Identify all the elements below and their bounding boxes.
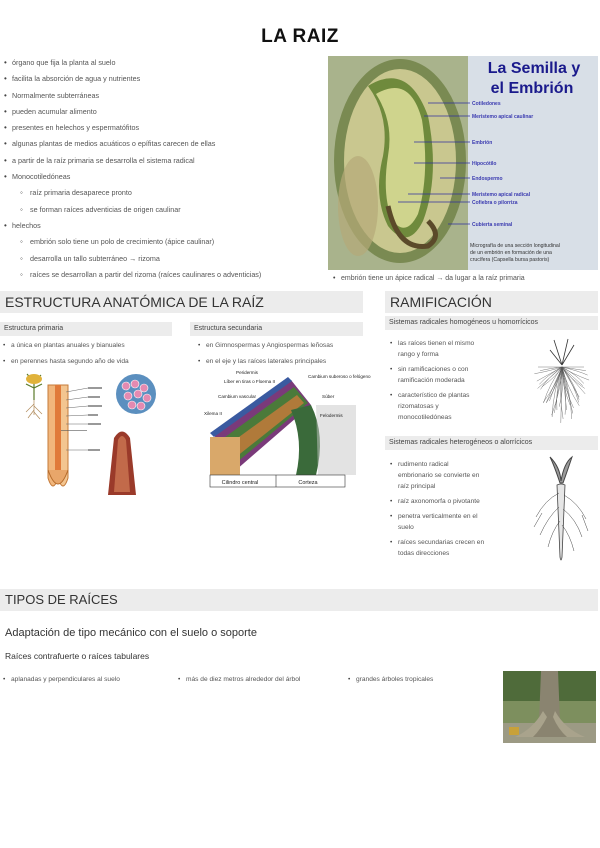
corteza-label: Corteza (298, 480, 318, 486)
branching-bullet-line: • raíces secundarias crecen en (398, 539, 485, 546)
secondary-diagram-label: Peridermis (236, 370, 258, 375)
anatomy-heading: ESTRUCTURA ANATÓMICA DE LA RAÍZ (0, 291, 363, 313)
intro-list-item: • órgano que fija la planta al suelo (0, 55, 325, 71)
seed-label: Cotiledones (472, 101, 501, 107)
secondary-diagram-label: Líber en tiras o Floema II (224, 379, 276, 384)
hetero-bullets (387, 459, 484, 563)
hetero-system-label: Sistemas radicales heterogéneos o alorrícicos (385, 436, 598, 450)
secondary-bullet: • en el eje y las raíces laterales principales (195, 356, 333, 367)
seed-title-line2: el Embrión (490, 80, 574, 97)
branching-bullet-line: • sin ramificaciones o con (398, 366, 469, 373)
homo-system-label: Sistemas radicales homogéneos u homorrícicos (385, 316, 598, 330)
branching-heading: RAMIFICACIÓN (385, 291, 598, 313)
taproot-illustration (530, 455, 592, 565)
branching-bullet-line: • rudimento radical (398, 461, 449, 468)
branching-bullet (387, 496, 484, 507)
seed-label: Hipocótilo (472, 161, 497, 167)
buttress-roots-heading: Raíces contrafuerte o raíces tabulares (5, 651, 150, 661)
secondary-bullet: • en Gimnospermas y Angiospermas leñosas (195, 340, 333, 351)
taproot-drawing (530, 455, 592, 565)
intro-list-item: ◦ raíces se desarrollan a partir del rizoma (raíces caulinares o adventicias) (0, 267, 325, 283)
branching-bullet-line: • característico de plantas (398, 392, 470, 399)
seed-label: Cofiebra o pilorriza (472, 200, 518, 206)
intro-list-item: • helechos (0, 218, 325, 234)
branching-bullet-line: monocotiledóneas (398, 414, 452, 421)
branching-bullet-line: todas direcciones (398, 550, 450, 557)
intro-list-item: ◦ desarrolla un tallo subterráneo → rizoma (0, 251, 325, 267)
fibrous-root-strand (562, 367, 579, 406)
seed-label: Cubierta seminal (472, 222, 513, 228)
types-bullet: • grandes árboles tropicales (345, 674, 433, 685)
intro-list-item: • Monocotiledóneas (0, 169, 325, 185)
primary-bullet: • a única en plantas anuales y bianuales (0, 340, 129, 351)
intro-list-item: • a partir de la raíz primaria se desarrolla el sistema radical (0, 153, 325, 169)
secondary-structure-diagram (196, 365, 371, 490)
branching-bullet-line: • penetra verticalmente en el (398, 513, 478, 520)
secondary-bullets (195, 340, 333, 367)
seed-caption-3: crucífera (Capsella bursa pastoris) (470, 257, 550, 263)
secondary-diagram-label: Felodermis (320, 413, 343, 418)
intro-list (0, 55, 325, 283)
branching-bullet-line: suelo (398, 524, 414, 531)
intro-list-item: • facilita la absorción de agua y nutrientes (0, 71, 325, 87)
branching-bullet-line: rango y forma (398, 351, 439, 358)
branching-bullet (387, 390, 474, 423)
intro-list-item: ◦ embrión solo tiene un polo de crecimiento (ápice caulinar) (0, 234, 325, 250)
adaptation-heading: Adaptación de tipo mecánico con el suelo o soporte (5, 627, 257, 639)
root-tip-diagram (18, 370, 160, 495)
secondary-structure-label: Estructura secundaria (190, 322, 363, 336)
seed-embryo-figure (328, 56, 598, 270)
branching-bullet (387, 364, 474, 386)
intro-list-item: ◦ se forman raíces adventicias de origen caulinar (0, 202, 325, 218)
seed-label: Embrión (472, 140, 493, 146)
buttress-tree-drawing (503, 671, 596, 743)
root-types-heading: TIPOS DE RAÍCES (0, 589, 598, 611)
seed-label: Meristemo apical radical (472, 192, 531, 198)
intro-list-item: • presentes en helechos y espermatófitos (0, 120, 325, 136)
branching-bullet-line: embrionario se convierte en (398, 472, 480, 479)
buttress-tree-photo (503, 671, 596, 743)
seed-bullet: • embrión tiene un ápice radical → da lugar a la raíz primaria (330, 273, 525, 284)
seed-label: Endospermo (472, 176, 503, 182)
seed-label: Meristemo apical caulinar (472, 114, 534, 120)
fibrous-root-drawing (532, 335, 592, 425)
intro-list-item: • algunas plantas de medios acuáticos o epífitas carecen de ellas (0, 136, 325, 152)
fibrous-root-strand (562, 367, 579, 402)
branching-bullet (387, 537, 484, 559)
branching-bullet (387, 338, 474, 360)
cilindro-central-label: Cilindro central (221, 480, 259, 486)
intro-list-item: • Normalmente subterráneas (0, 88, 325, 104)
fibrous-root-illustration (532, 335, 592, 425)
branching-bullet-line: rizomatosas y (398, 403, 439, 410)
intro-list-item: • pueden acumular alimento (0, 104, 325, 120)
branching-bullet (387, 459, 484, 492)
types-bullet: • aplanadas y perpendiculares al suelo (0, 674, 120, 685)
seed-micrograph (328, 56, 598, 270)
secondary-diagram-label: Súber (322, 394, 335, 399)
secondary-diagram-label: Xilema II (204, 411, 222, 416)
secondary-root-illustration (196, 365, 371, 490)
primary-root-illustration (18, 370, 160, 495)
homo-bullets (387, 338, 474, 427)
primary-structure-label: Estructura primaria (0, 322, 172, 336)
page-title: LA RAIZ (261, 26, 339, 47)
branching-bullet-line: • raíz axonomorfa o pivotante (398, 498, 480, 505)
branching-bullet (387, 511, 484, 533)
intro-list-item: ◦ raíz primaria desaparece pronto (0, 185, 325, 201)
seed-caption-2: de un embrión en formación de una (470, 250, 552, 256)
branching-bullet-line: ramificación moderada (398, 377, 465, 384)
branching-bullet-line: raíz principal (398, 483, 436, 490)
secondary-diagram-label: Cambium vascular (218, 394, 257, 399)
seed-caption-1: Micrografía de una sección longitudinal (470, 243, 560, 249)
seed-title-line1: La Semilla y (487, 60, 581, 77)
types-bullet: • más de diez metros alrededor del árbol (175, 674, 300, 685)
secondary-diagram-label: Cambium suberoso o felógeno (308, 374, 371, 379)
primary-bullet: • en perennes hasta segundo año de vida (0, 356, 129, 367)
primary-bullets (0, 340, 129, 367)
branching-bullet-line: • las raíces tienen el mismo (398, 340, 475, 347)
